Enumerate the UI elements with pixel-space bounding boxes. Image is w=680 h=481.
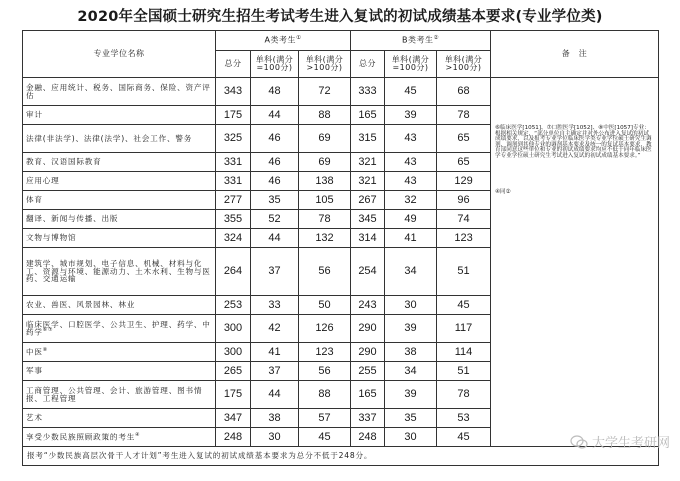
a-single100-cell: 33 (251, 296, 299, 315)
b-total-cell: 290 (351, 315, 385, 343)
b-single-over-cell: 74 (437, 210, 491, 229)
b-single100-cell: 41 (385, 229, 437, 248)
a-single-over-cell: 56 (299, 248, 351, 296)
subject-name: 建筑学、城市规划、电子信息、机械、材料与化工、资源与环境、能源动力、土木水利、生物与医药、交通运输 (23, 248, 216, 296)
a-single100-cell: 44 (251, 381, 299, 409)
b-single100-cell: 45 (385, 78, 437, 106)
subject-name: 农业、兽医、风景园林、林业 (23, 296, 216, 315)
a-single-over-cell: 50 (299, 296, 351, 315)
footnote-marker: ⑧ (42, 346, 49, 353)
footnote-marker: ⑥ (42, 327, 49, 334)
b-total-cell: 290 (351, 343, 385, 362)
remark-cell (491, 78, 659, 447)
b-total-cell: 337 (351, 409, 385, 428)
subject-name: 法律(非法学)、法律(法学)、社会工作、警务 (23, 125, 216, 153)
subject-name: 金融、应用统计、税务、国际商务、保险、资产评估 (23, 78, 216, 106)
a-total-cell: 248 (216, 428, 251, 447)
footnote-marker: ⑦ (48, 327, 54, 334)
b-single-over-cell: 45 (437, 428, 491, 447)
footer-note: 报考“少数民族高层次骨干人才计划”考生进入复试的初试成绩基本要求为总分不低于248分。 (23, 447, 659, 466)
a-total-cell: 300 (216, 343, 251, 362)
a-single-over-cell: 126 (299, 315, 351, 343)
subject-name: 军事 (23, 362, 216, 381)
a-total-cell: 300 (216, 315, 251, 343)
a-total-cell: 324 (216, 229, 251, 248)
b-single100-cell: 35 (385, 409, 437, 428)
b-total-cell: 321 (351, 153, 385, 172)
b-single-over-cell: 53 (437, 409, 491, 428)
b-single-over-cell: 78 (437, 381, 491, 409)
b-total-cell: 321 (351, 172, 385, 191)
a-single-over-cell: 88 (299, 106, 351, 125)
a-single-over-cell: 123 (299, 343, 351, 362)
subject-name: 文物与博物馆 (23, 229, 216, 248)
a-total-cell: 343 (216, 78, 251, 106)
table-row (23, 78, 659, 106)
a-total-cell: 175 (216, 381, 251, 409)
a-single100-cell: 44 (251, 106, 299, 125)
subject-name: 教育、汉语国际教育 (23, 153, 216, 172)
a-single-over-cell: 78 (299, 210, 351, 229)
score-table (22, 30, 659, 466)
b-total-cell: 255 (351, 362, 385, 381)
b-single100-cell: 39 (385, 381, 437, 409)
a-total-cell: 253 (216, 296, 251, 315)
b-total-cell: 254 (351, 248, 385, 296)
a-single100-cell: 48 (251, 78, 299, 106)
a-total-cell: 277 (216, 191, 251, 210)
a-single-over-cell: 69 (299, 153, 351, 172)
header-remark: 备 注 (491, 31, 659, 78)
a-single100-cell: 44 (251, 229, 299, 248)
header-a-total: 总分 (216, 51, 251, 78)
b-total-cell: 243 (351, 296, 385, 315)
b-single-over-cell: 117 (437, 315, 491, 343)
b-single-over-cell: 51 (437, 248, 491, 296)
a-total-cell: 265 (216, 362, 251, 381)
b-single100-cell: 38 (385, 343, 437, 362)
a-single-over-cell: 45 (299, 428, 351, 447)
a-single100-cell: 46 (251, 153, 299, 172)
b-single-over-cell: 123 (437, 229, 491, 248)
b-single100-cell: 49 (385, 210, 437, 229)
footer-row (23, 447, 659, 466)
b-single-over-cell: 78 (437, 106, 491, 125)
b-single-over-cell: 65 (437, 125, 491, 153)
a-total-cell: 175 (216, 106, 251, 125)
b-single-over-cell: 96 (437, 191, 491, 210)
b-single100-cell: 39 (385, 315, 437, 343)
subject-name: 翻译、新闻与传播、出版 (23, 210, 216, 229)
b-single100-cell: 34 (385, 362, 437, 381)
b-single100-cell: 30 (385, 296, 437, 315)
a-total-cell: 331 (216, 172, 251, 191)
subject-name: 中医⑧ (23, 343, 216, 362)
b-single-over-cell: 65 (437, 153, 491, 172)
b-single100-cell: 34 (385, 248, 437, 296)
b-single100-cell: 43 (385, 125, 437, 153)
a-single100-cell: 30 (251, 428, 299, 447)
header-b-total: 总分 (351, 51, 385, 78)
subject-name: 应用心理 (23, 172, 216, 191)
remark-text: ⑥临床医学[1051]、⑦口腔医学[1052]、⑧中医[1057]专业： (495, 125, 650, 131)
remark-text: ④同② (495, 188, 511, 195)
subject-name: 审计 (23, 106, 216, 125)
a-single-over-cell: 88 (299, 381, 351, 409)
b-single100-cell: 32 (385, 191, 437, 210)
b-total-cell: 165 (351, 381, 385, 409)
b-single100-cell: 39 (385, 106, 437, 125)
a-single100-cell: 38 (251, 409, 299, 428)
wechat-icon (570, 435, 588, 449)
b-single100-cell: 43 (385, 153, 437, 172)
header-group-b: B类考生② (351, 31, 491, 51)
subject-name: 艺术 (23, 409, 216, 428)
b-single-over-cell: 129 (437, 172, 491, 191)
a-total-cell: 264 (216, 248, 251, 296)
b-total-cell: 345 (351, 210, 385, 229)
a-single-over-cell: 138 (299, 172, 351, 191)
b-total-cell: 315 (351, 125, 385, 153)
a-total-cell: 347 (216, 409, 251, 428)
b-total-cell: 314 (351, 229, 385, 248)
subject-name: 临床医学、口腔医学、公共卫生、护理、药学、中药学⑥⑦ (23, 315, 216, 343)
b-single-over-cell: 45 (437, 296, 491, 315)
a-single100-cell: 37 (251, 362, 299, 381)
b-total-cell: 248 (351, 428, 385, 447)
a-single100-cell: 37 (251, 248, 299, 296)
b-total-cell: 333 (351, 78, 385, 106)
watermark (570, 432, 670, 451)
header-a-single100: 单科(满分=100分) (251, 51, 299, 78)
remark-text: 根据相关规定，“部分单位自主确定并对外公布进入复试的初试成绩要求，以及报考专业学位临床医学类专业学位硕士研究生调剂，调剂到其他专业的调剂基本要求及统一的复试基本要求，教育部同意这些单位和专业的初试成绩要求均应不低于同年临床医学专业学位硕士研究生考试进入复试的初试成绩基本要求。” (495, 130, 652, 159)
a-single-over-cell: 132 (299, 229, 351, 248)
b-single100-cell: 30 (385, 428, 437, 447)
subject-name: 工商管理、公共管理、会计、旅游管理、图书情报、工程管理 (23, 381, 216, 409)
header-subject: 专业学位名称 (23, 31, 216, 78)
a-total-cell: 331 (216, 153, 251, 172)
a-single-over-cell: 56 (299, 362, 351, 381)
a-single100-cell: 46 (251, 125, 299, 153)
b-total-cell: 165 (351, 106, 385, 125)
a-single100-cell: 52 (251, 210, 299, 229)
header-b-single-over: 单科(满分>100分) (437, 51, 491, 78)
header-group-a: A类考生① (216, 31, 351, 51)
footnote-marker: ④ (135, 431, 141, 438)
a-total-cell: 355 (216, 210, 251, 229)
b-single-over-cell: 51 (437, 362, 491, 381)
header-a-single-over: 单科(满分>100分) (299, 51, 351, 78)
subject-name: 享受少数民族照顾政策的考生④ (23, 428, 216, 447)
b-single-over-cell: 68 (437, 78, 491, 106)
a-single100-cell: 35 (251, 191, 299, 210)
a-single-over-cell: 69 (299, 125, 351, 153)
page-title: 2020年全国硕士研究生招生考试考生进入复试的初试成绩基本要求(专业学位类) (77, 9, 603, 25)
b-single-over-cell: 114 (437, 343, 491, 362)
a-single-over-cell: 105 (299, 191, 351, 210)
header-b-single100: 单科(满分=100分) (385, 51, 437, 78)
a-single-over-cell: 57 (299, 409, 351, 428)
a-single-over-cell: 72 (299, 78, 351, 106)
a-single100-cell: 41 (251, 343, 299, 362)
a-total-cell: 325 (216, 125, 251, 153)
b-single100-cell: 43 (385, 172, 437, 191)
a-single100-cell: 42 (251, 315, 299, 343)
a-single100-cell: 46 (251, 172, 299, 191)
subject-name: 体育 (23, 191, 216, 210)
b-total-cell: 267 (351, 191, 385, 210)
watermark-text: 大学生考研网 (591, 436, 670, 451)
